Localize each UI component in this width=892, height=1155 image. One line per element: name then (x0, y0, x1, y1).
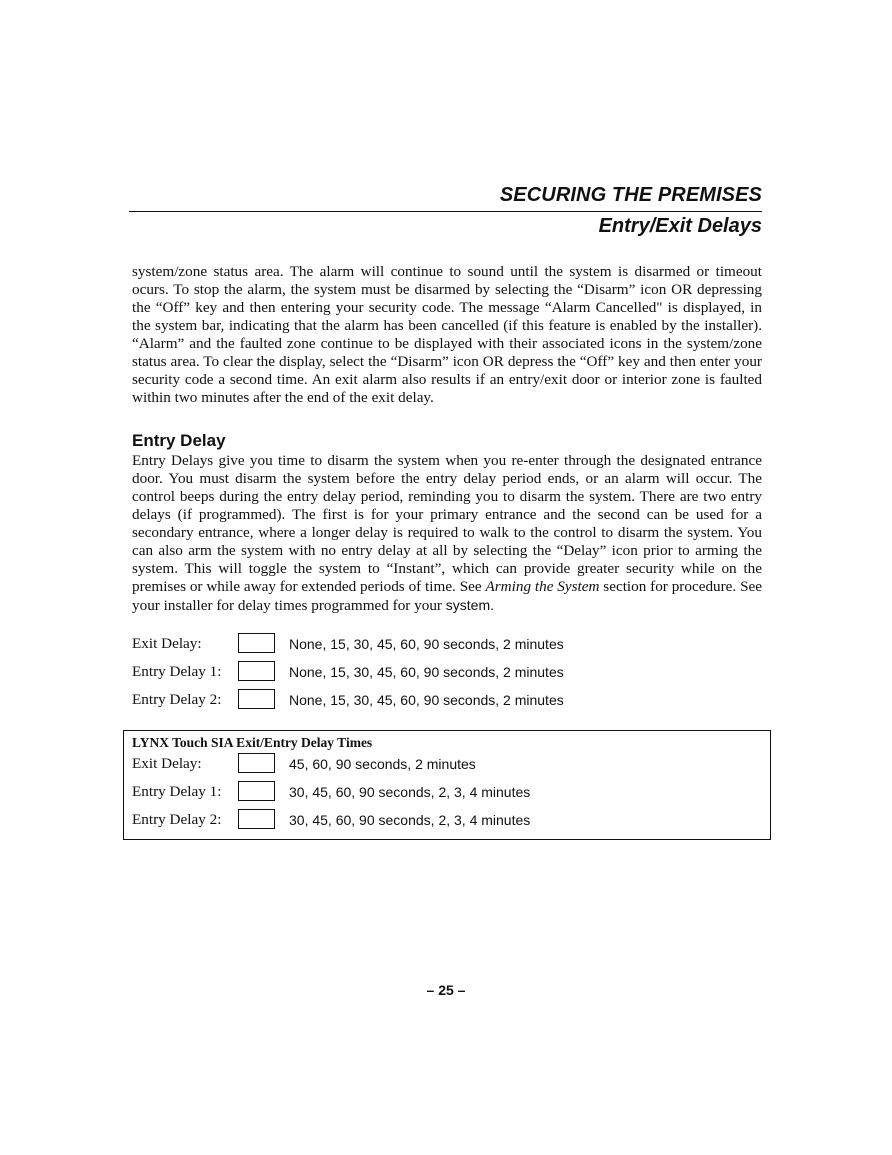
delay-label: Entry Delay 2: (132, 811, 222, 828)
entry-delay-heading: Entry Delay (132, 431, 226, 450)
page-header (129, 181, 762, 239)
header-rule (129, 211, 762, 212)
delay-label: Exit Delay: (132, 635, 202, 652)
sia-entry-delay-2-entry-box (238, 809, 275, 829)
sia-entry-delay-2-row (132, 809, 752, 831)
arming-the-system-reference: Arming the System (485, 578, 600, 595)
exit-delay-entry-box (238, 633, 275, 653)
alarm-paragraph: system/zone status area. The alarm will continue to sound until the system is disarmed or timeout ocurs. To stop the alarm, the system must be disarmed by selecting the “Disarm” icon OR depressing the “Off” key and then entering your security code. The message “Alarm Cancelled" is displayed, in the system bar, indicating that the alarm has been cancelled (if this feature is enabled by the installer). “Alarm” and the faulted zone continue to be displayed with their associated icons in the system/zone status area. To clear the display, select the “Disarm” icon OR depress the “Off” key and then enter your security code a second time. An exit alarm also results if an entry/exit door or interior zone is faulted within two minutes after the end of the exit delay. (132, 263, 762, 406)
delay-options: None, 15, 30, 45, 60, 90 seconds, 2 minutes (289, 692, 564, 708)
entry-delay-1-row (132, 661, 752, 683)
sia-entry-delay-1-row (132, 781, 752, 803)
sia-exit-delay-row (132, 753, 752, 775)
delay-options: 30, 45, 60, 90 seconds, 2, 3, 4 minutes (289, 812, 531, 828)
sia-exit-delay-entry-box (238, 753, 275, 773)
delay-options: 30, 45, 60, 90 seconds, 2, 3, 4 minutes (289, 784, 531, 800)
delay-label: Entry Delay 1: (132, 783, 222, 800)
delay-label: Exit Delay: (132, 755, 202, 772)
sia-box-title: LYNX Touch SIA Exit/Entry Delay Times (132, 735, 373, 750)
entry-delay-text: Entry Delays give you time to disarm the system when you re-enter through the designated entrance door. You must disarm the system before the entry delay period ends, or an alarm will occur. The control beeps during the entry delay period, reminding you to disarm the system. There are two entry delays (if programmed). The first is for your primary entrance and the second can be used for a secondary entrance, where a longer delay is required to walk to the control to disarm the system. You can also arm the system with no entry delay at all by selecting the “Delay” icon prior to arming the system. This will toggle the system to “Instant”, which can provide greater security while on the premises or while away for extended periods of time. See (132, 452, 762, 595)
delay-label: Entry Delay 1: (132, 663, 222, 680)
entry-delay-2-row (132, 689, 752, 711)
delay-options: None, 15, 30, 45, 60, 90 seconds, 2 minutes (289, 664, 564, 680)
delay-options: None, 15, 30, 45, 60, 90 seconds, 2 minutes (289, 636, 564, 652)
section-title: SECURING THE PREMISES (499, 184, 762, 206)
delay-options: 45, 60, 90 seconds, 2 minutes (289, 756, 476, 772)
entry-delay-text-continued: section for procedure. See your installer for delay times programmed for your (132, 578, 762, 614)
sia-entry-delay-1-entry-box (238, 781, 275, 801)
page-number: – 25 – (426, 982, 466, 998)
entry-delay-2-entry-box (238, 689, 275, 709)
entry-delay-text-end: system. (445, 597, 495, 613)
delay-label: Entry Delay 2: (132, 691, 222, 708)
entry-delay-paragraph (132, 452, 762, 615)
exit-delay-row (132, 633, 752, 655)
entry-delay-1-entry-box (238, 661, 275, 681)
subsection-title: Entry/Exit Delays (598, 215, 762, 237)
